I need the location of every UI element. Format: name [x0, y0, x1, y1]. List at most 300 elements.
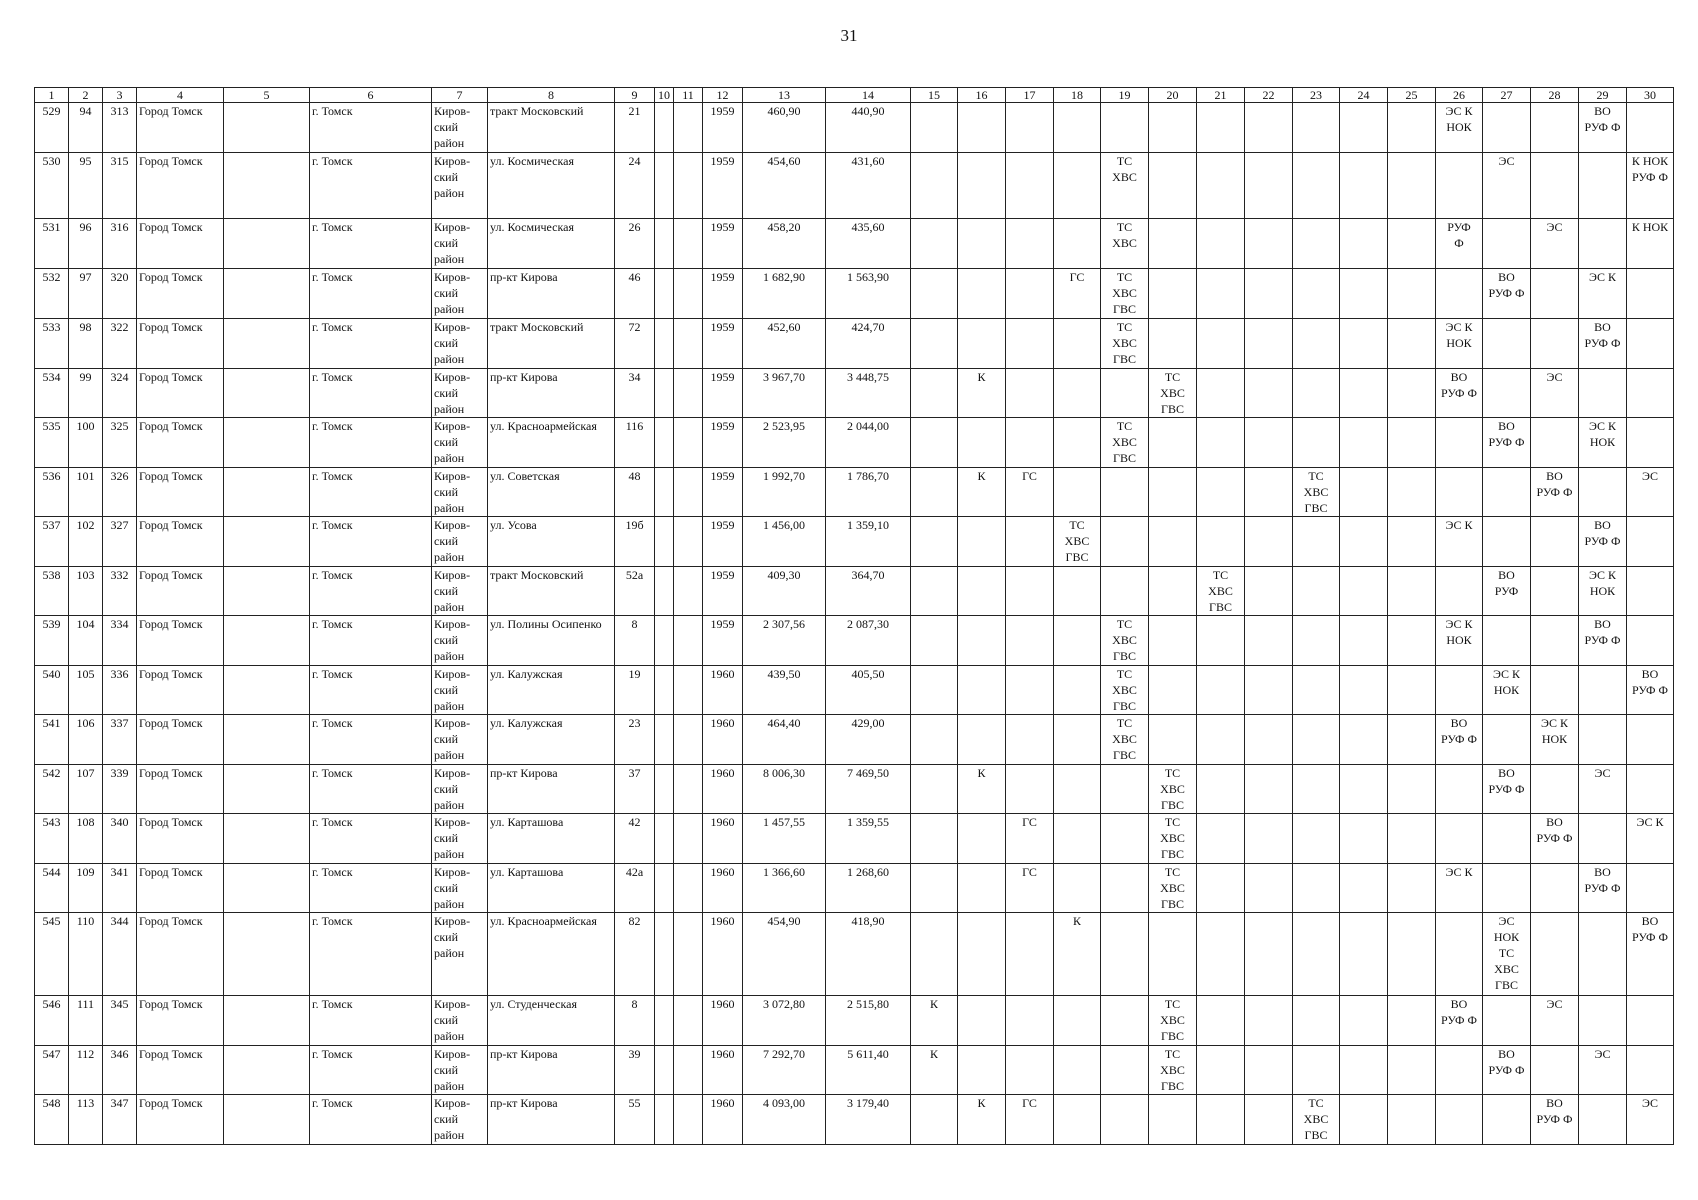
- column-header-26: 26: [1436, 88, 1483, 103]
- table-cell-col-20: [1149, 103, 1197, 153]
- table-cell-col-16: К: [958, 765, 1006, 814]
- table-cell-col-5: [224, 1095, 310, 1145]
- table-cell-col-22: [1245, 996, 1293, 1046]
- table-cell-col-24: [1340, 567, 1388, 616]
- table-cell-col-18: ТС ХВС ГВС: [1054, 517, 1101, 567]
- column-header-10: 10: [655, 88, 674, 103]
- table-cell-col-30: [1627, 996, 1674, 1046]
- table-cell-col-1: 529: [35, 103, 69, 153]
- table-cell-col-19: ТС ХВС ГВС: [1101, 616, 1149, 666]
- table-cell-col-24: [1340, 517, 1388, 567]
- table-cell-col-1: 530: [35, 153, 69, 219]
- table-cell-col-28: [1531, 765, 1579, 814]
- table-cell-col-30: ЭС: [1627, 1095, 1674, 1145]
- table-cell-col-27: [1483, 996, 1531, 1046]
- table-cell-col-20: [1149, 468, 1197, 517]
- table-cell-col-21: [1197, 616, 1245, 666]
- table-cell-col-24: [1340, 1046, 1388, 1095]
- table-cell-col-29: ВО РУФ Ф: [1579, 864, 1627, 913]
- table-cell-col-10: [655, 517, 674, 567]
- table-row: [35, 418, 1674, 468]
- table-cell-col-22: [1245, 567, 1293, 616]
- table-cell-col-3: 345: [103, 996, 137, 1046]
- table-cell-col-11: [674, 1095, 703, 1145]
- table-cell-col-2: 100: [69, 418, 103, 468]
- column-header-3: 3: [103, 88, 137, 103]
- table-cell-col-22: [1245, 319, 1293, 369]
- table-cell-col-9: 82: [615, 913, 655, 996]
- table-cell-col-22: [1245, 517, 1293, 567]
- table-cell-col-3: 315: [103, 153, 137, 219]
- table-cell-col-11: [674, 468, 703, 517]
- table-cell-col-1: 541: [35, 715, 69, 765]
- table-cell-col-24: [1340, 864, 1388, 913]
- table-cell-col-30: ЭС: [1627, 468, 1674, 517]
- table-cell-col-9: 21: [615, 103, 655, 153]
- column-header-5: 5: [224, 88, 310, 103]
- table-cell-col-17: [1006, 666, 1054, 715]
- table-cell-col-23: [1293, 153, 1340, 219]
- table-cell-col-19: ТС ХВС: [1101, 219, 1149, 269]
- table-cell-col-27: [1483, 715, 1531, 765]
- table-cell-col-25: [1388, 666, 1436, 715]
- table-cell-col-12: 1960: [703, 666, 743, 715]
- table-cell-col-10: [655, 814, 674, 864]
- table-cell-col-21: [1197, 219, 1245, 269]
- table-cell-col-8: ул. Полины Осипенко: [488, 616, 615, 666]
- table-cell-col-30: [1627, 418, 1674, 468]
- table-cell-col-11: [674, 418, 703, 468]
- table-cell-col-8: ул. Карташова: [488, 864, 615, 913]
- table-cell-col-6: г. Томск: [310, 369, 432, 418]
- table-cell-col-10: [655, 996, 674, 1046]
- table-cell-col-3: 341: [103, 864, 137, 913]
- column-header-28: 28: [1531, 88, 1579, 103]
- table-cell-col-17: [1006, 269, 1054, 319]
- column-header-19: 19: [1101, 88, 1149, 103]
- table-cell-col-17: [1006, 153, 1054, 219]
- table-cell-col-13: 2 307,56: [743, 616, 826, 666]
- table-cell-col-3: 326: [103, 468, 137, 517]
- table-cell-col-14: 5 611,40: [826, 1046, 911, 1095]
- table-cell-col-25: [1388, 153, 1436, 219]
- table-cell-col-7: Киров- ский район: [432, 616, 488, 666]
- table-cell-col-14: 431,60: [826, 153, 911, 219]
- table-cell-col-28: [1531, 666, 1579, 715]
- table-cell-col-18: [1054, 765, 1101, 814]
- table-cell-col-16: [958, 715, 1006, 765]
- table-cell-col-24: [1340, 418, 1388, 468]
- table-cell-col-22: [1245, 715, 1293, 765]
- table-cell-col-16: К: [958, 369, 1006, 418]
- table-cell-col-20: [1149, 913, 1197, 996]
- table-cell-col-1: 534: [35, 369, 69, 418]
- table-cell-col-20: [1149, 219, 1197, 269]
- table-body: [35, 103, 1674, 1145]
- table-cell-col-30: [1627, 103, 1674, 153]
- table-row: [35, 666, 1674, 715]
- table-cell-col-16: [958, 913, 1006, 996]
- table-cell-col-25: [1388, 1046, 1436, 1095]
- table-cell-col-26: ЭС К НОК: [1436, 319, 1483, 369]
- table-cell-col-12: 1960: [703, 814, 743, 864]
- table-cell-col-23: ТС ХВС ГВС: [1293, 468, 1340, 517]
- table-cell-col-25: [1388, 765, 1436, 814]
- table-cell-col-30: [1627, 517, 1674, 567]
- table-cell-col-4: Город Томск: [137, 765, 224, 814]
- table-cell-col-30: [1627, 369, 1674, 418]
- column-header-21: 21: [1197, 88, 1245, 103]
- table-cell-col-27: [1483, 369, 1531, 418]
- table-cell-col-2: 96: [69, 219, 103, 269]
- table-cell-col-14: 1 786,70: [826, 468, 911, 517]
- table-cell-col-20: [1149, 418, 1197, 468]
- table-cell-col-4: Город Томск: [137, 319, 224, 369]
- table-cell-col-19: [1101, 567, 1149, 616]
- table-cell-col-28: ЭС: [1531, 369, 1579, 418]
- table-cell-col-28: [1531, 103, 1579, 153]
- table-cell-col-18: [1054, 864, 1101, 913]
- table-cell-col-23: [1293, 715, 1340, 765]
- table-cell-col-28: [1531, 517, 1579, 567]
- table-cell-col-17: [1006, 996, 1054, 1046]
- column-header-30: 30: [1627, 88, 1674, 103]
- table-cell-col-14: 364,70: [826, 567, 911, 616]
- column-header-15: 15: [911, 88, 958, 103]
- table-cell-col-14: 2 044,00: [826, 418, 911, 468]
- table-cell-col-1: 536: [35, 468, 69, 517]
- table-cell-col-13: 454,60: [743, 153, 826, 219]
- table-cell-col-15: [911, 814, 958, 864]
- table-cell-col-19: ТС ХВС: [1101, 153, 1149, 219]
- table-cell-col-18: [1054, 219, 1101, 269]
- table-cell-col-5: [224, 666, 310, 715]
- table-cell-col-8: ул. Усова: [488, 517, 615, 567]
- table-row: [35, 715, 1674, 765]
- table-cell-col-28: [1531, 1046, 1579, 1095]
- table-cell-col-7: Киров- ский район: [432, 715, 488, 765]
- table-cell-col-6: г. Томск: [310, 1046, 432, 1095]
- table-cell-col-23: [1293, 913, 1340, 996]
- table-cell-col-28: ВО РУФ Ф: [1531, 468, 1579, 517]
- table-cell-col-25: [1388, 369, 1436, 418]
- table-cell-col-21: [1197, 996, 1245, 1046]
- table-cell-col-4: Город Томск: [137, 468, 224, 517]
- table-cell-col-27: ВО РУФ Ф: [1483, 418, 1531, 468]
- table-cell-col-17: [1006, 219, 1054, 269]
- table-cell-col-12: 1960: [703, 996, 743, 1046]
- table-cell-col-8: ул. Космическая: [488, 153, 615, 219]
- table-cell-col-17: [1006, 369, 1054, 418]
- table-cell-col-13: 452,60: [743, 319, 826, 369]
- table-cell-col-12: 1960: [703, 1046, 743, 1095]
- table-cell-col-21: [1197, 1046, 1245, 1095]
- table-cell-col-4: Город Томск: [137, 996, 224, 1046]
- table-cell-col-21: [1197, 765, 1245, 814]
- table-cell-col-17: [1006, 319, 1054, 369]
- table-cell-col-22: [1245, 468, 1293, 517]
- table-cell-col-13: 4 093,00: [743, 1095, 826, 1145]
- table-cell-col-25: [1388, 814, 1436, 864]
- table-cell-col-15: [911, 269, 958, 319]
- table-cell-col-11: [674, 765, 703, 814]
- table-cell-col-11: [674, 153, 703, 219]
- table-cell-col-12: 1959: [703, 517, 743, 567]
- table-cell-col-9: 26: [615, 219, 655, 269]
- table-cell-col-8: ул. Калужская: [488, 715, 615, 765]
- table-cell-col-4: Город Томск: [137, 913, 224, 996]
- table-cell-col-4: Город Томск: [137, 666, 224, 715]
- table-cell-col-13: 1 992,70: [743, 468, 826, 517]
- table-cell-col-6: г. Томск: [310, 814, 432, 864]
- table-cell-col-2: 105: [69, 666, 103, 715]
- table-cell-col-13: 454,90: [743, 913, 826, 996]
- table-cell-col-12: 1960: [703, 765, 743, 814]
- table-cell-col-19: ТС ХВС ГВС: [1101, 269, 1149, 319]
- table-cell-col-29: ЭС К: [1579, 269, 1627, 319]
- table-cell-col-19: [1101, 468, 1149, 517]
- table-cell-col-20: [1149, 616, 1197, 666]
- table-cell-col-12: 1959: [703, 103, 743, 153]
- table-cell-col-28: [1531, 616, 1579, 666]
- table-row: [35, 616, 1674, 666]
- table-cell-col-20: ТС ХВС ГВС: [1149, 1046, 1197, 1095]
- table-cell-col-22: [1245, 269, 1293, 319]
- table-cell-col-19: [1101, 1095, 1149, 1145]
- table-cell-col-5: [224, 517, 310, 567]
- table-row: [35, 1095, 1674, 1145]
- table-cell-col-13: 7 292,70: [743, 1046, 826, 1095]
- table-cell-col-8: тракт Московский: [488, 567, 615, 616]
- table-cell-col-11: [674, 814, 703, 864]
- table-cell-col-21: [1197, 864, 1245, 913]
- table-cell-col-26: [1436, 913, 1483, 996]
- table-cell-col-25: [1388, 219, 1436, 269]
- table-cell-col-6: г. Томск: [310, 1095, 432, 1145]
- table-cell-col-15: [911, 567, 958, 616]
- column-header-23: 23: [1293, 88, 1340, 103]
- table-cell-col-11: [674, 517, 703, 567]
- table-cell-col-1: 546: [35, 996, 69, 1046]
- table-cell-col-1: 535: [35, 418, 69, 468]
- table-cell-col-24: [1340, 319, 1388, 369]
- table-cell-col-8: пр-кт Кирова: [488, 369, 615, 418]
- table-cell-col-1: 538: [35, 567, 69, 616]
- table-cell-col-15: [911, 103, 958, 153]
- table-cell-col-9: 8: [615, 616, 655, 666]
- table-row: [35, 219, 1674, 269]
- table-row: [35, 765, 1674, 814]
- table-cell-col-14: 7 469,50: [826, 765, 911, 814]
- table-cell-col-17: [1006, 715, 1054, 765]
- table-cell-col-6: г. Томск: [310, 153, 432, 219]
- table-cell-col-2: 110: [69, 913, 103, 996]
- table-cell-col-7: Киров- ский район: [432, 269, 488, 319]
- table-cell-col-30: [1627, 715, 1674, 765]
- table-cell-col-29: [1579, 219, 1627, 269]
- table-cell-col-8: ул. Студенческая: [488, 996, 615, 1046]
- table-cell-col-20: [1149, 517, 1197, 567]
- table-cell-col-25: [1388, 616, 1436, 666]
- table-cell-col-11: [674, 913, 703, 996]
- table-cell-col-26: ЭС К: [1436, 864, 1483, 913]
- table-cell-col-5: [224, 864, 310, 913]
- table-cell-col-9: 34: [615, 369, 655, 418]
- table-cell-col-12: 1959: [703, 616, 743, 666]
- table-cell-col-1: 543: [35, 814, 69, 864]
- table-cell-col-29: ВО РУФ Ф: [1579, 319, 1627, 369]
- table-cell-col-2: 112: [69, 1046, 103, 1095]
- table-cell-col-30: К НОК: [1627, 219, 1674, 269]
- table-cell-col-14: 424,70: [826, 319, 911, 369]
- table-cell-col-16: [958, 103, 1006, 153]
- table-cell-col-26: ЭС К НОК: [1436, 103, 1483, 153]
- table-cell-col-6: г. Томск: [310, 567, 432, 616]
- table-cell-col-16: [958, 616, 1006, 666]
- table-cell-col-15: [911, 715, 958, 765]
- column-header-12: 12: [703, 88, 743, 103]
- table-cell-col-30: [1627, 765, 1674, 814]
- table-cell-col-29: ВО РУФ Ф: [1579, 517, 1627, 567]
- table-cell-col-7: Киров- ский район: [432, 996, 488, 1046]
- table-cell-col-11: [674, 219, 703, 269]
- table-cell-col-30: [1627, 864, 1674, 913]
- table-cell-col-10: [655, 913, 674, 996]
- table-cell-col-27: ВО РУФ Ф: [1483, 269, 1531, 319]
- table-cell-col-9: 23: [615, 715, 655, 765]
- table-cell-col-1: 542: [35, 765, 69, 814]
- table-cell-col-25: [1388, 418, 1436, 468]
- table-cell-col-2: 103: [69, 567, 103, 616]
- table-cell-col-24: [1340, 765, 1388, 814]
- table-cell-col-21: [1197, 103, 1245, 153]
- table-cell-col-24: [1340, 616, 1388, 666]
- table-cell-col-27: [1483, 219, 1531, 269]
- table-cell-col-6: г. Томск: [310, 616, 432, 666]
- table-cell-col-15: [911, 913, 958, 996]
- table-cell-col-13: 439,50: [743, 666, 826, 715]
- table-cell-col-6: г. Томск: [310, 219, 432, 269]
- table-cell-col-4: Город Томск: [137, 517, 224, 567]
- column-header-18: 18: [1054, 88, 1101, 103]
- table-cell-col-10: [655, 864, 674, 913]
- table-cell-col-9: 37: [615, 765, 655, 814]
- column-header-14: 14: [826, 88, 911, 103]
- table-cell-col-8: ул. Красноармейская: [488, 913, 615, 996]
- table-cell-col-8: ул. Космическая: [488, 219, 615, 269]
- table-cell-col-14: 435,60: [826, 219, 911, 269]
- table-cell-col-26: [1436, 567, 1483, 616]
- table-cell-col-14: 418,90: [826, 913, 911, 996]
- table-cell-col-18: [1054, 715, 1101, 765]
- table-cell-col-23: [1293, 567, 1340, 616]
- table-cell-col-12: 1959: [703, 567, 743, 616]
- table-row: [35, 103, 1674, 153]
- table-cell-col-26: [1436, 1095, 1483, 1145]
- table-cell-col-6: г. Томск: [310, 715, 432, 765]
- table-cell-col-3: 325: [103, 418, 137, 468]
- table-cell-col-25: [1388, 517, 1436, 567]
- table-cell-col-23: [1293, 996, 1340, 1046]
- table-cell-col-7: Киров- ский район: [432, 1095, 488, 1145]
- table-cell-col-26: [1436, 269, 1483, 319]
- table-cell-col-3: 344: [103, 913, 137, 996]
- table-cell-col-28: [1531, 418, 1579, 468]
- table-cell-col-15: [911, 616, 958, 666]
- table-cell-col-8: тракт Московский: [488, 319, 615, 369]
- table-cell-col-8: пр-кт Кирова: [488, 269, 615, 319]
- table-cell-col-29: [1579, 814, 1627, 864]
- table-row: [35, 468, 1674, 517]
- column-header-17: 17: [1006, 88, 1054, 103]
- column-header-27: 27: [1483, 88, 1531, 103]
- table-cell-col-29: ЭС К НОК: [1579, 567, 1627, 616]
- table-cell-col-6: г. Томск: [310, 913, 432, 996]
- table-cell-col-27: [1483, 616, 1531, 666]
- table-cell-col-17: ГС: [1006, 814, 1054, 864]
- table-cell-col-18: [1054, 1046, 1101, 1095]
- table-cell-col-22: [1245, 369, 1293, 418]
- table-cell-col-21: [1197, 468, 1245, 517]
- table-cell-col-3: 340: [103, 814, 137, 864]
- table-cell-col-14: 440,90: [826, 103, 911, 153]
- table-cell-col-30: [1627, 567, 1674, 616]
- table-cell-col-27: ВО РУФ Ф: [1483, 765, 1531, 814]
- table-cell-col-17: [1006, 765, 1054, 814]
- table-cell-col-27: ВО РУФ: [1483, 567, 1531, 616]
- table-cell-col-3: 322: [103, 319, 137, 369]
- table-cell-col-19: [1101, 103, 1149, 153]
- table-cell-col-11: [674, 319, 703, 369]
- table-cell-col-2: 98: [69, 319, 103, 369]
- table-cell-col-3: 324: [103, 369, 137, 418]
- table-cell-col-23: ТС ХВС ГВС: [1293, 1095, 1340, 1145]
- table-cell-col-28: ЭС: [1531, 996, 1579, 1046]
- table-cell-col-22: [1245, 1095, 1293, 1145]
- table-cell-col-11: [674, 715, 703, 765]
- table-cell-col-8: ул. Калужская: [488, 666, 615, 715]
- table-cell-col-16: [958, 269, 1006, 319]
- table-cell-col-5: [224, 269, 310, 319]
- table-cell-col-4: Город Томск: [137, 864, 224, 913]
- table-cell-col-14: 3 179,40: [826, 1095, 911, 1145]
- table-cell-col-2: 113: [69, 1095, 103, 1145]
- table-cell-col-15: [911, 219, 958, 269]
- table-cell-col-11: [674, 666, 703, 715]
- table-cell-col-22: [1245, 153, 1293, 219]
- table-cell-col-5: [224, 219, 310, 269]
- table-cell-col-8: ул. Карташова: [488, 814, 615, 864]
- table-cell-col-23: [1293, 103, 1340, 153]
- table-cell-col-27: ЭС: [1483, 153, 1531, 219]
- table-cell-col-11: [674, 103, 703, 153]
- table-cell-col-16: [958, 666, 1006, 715]
- table-cell-col-19: [1101, 864, 1149, 913]
- table-cell-col-12: 1959: [703, 319, 743, 369]
- table-cell-col-30: [1627, 319, 1674, 369]
- table-cell-col-1: 548: [35, 1095, 69, 1145]
- table-row: [35, 913, 1674, 996]
- column-header-24: 24: [1340, 88, 1388, 103]
- table-cell-col-16: [958, 418, 1006, 468]
- table-cell-col-25: [1388, 715, 1436, 765]
- table-cell-col-2: 104: [69, 616, 103, 666]
- table-cell-col-27: [1483, 468, 1531, 517]
- table-cell-col-27: [1483, 1095, 1531, 1145]
- table-cell-col-8: пр-кт Кирова: [488, 1095, 615, 1145]
- table-cell-col-29: [1579, 666, 1627, 715]
- table-row: [35, 864, 1674, 913]
